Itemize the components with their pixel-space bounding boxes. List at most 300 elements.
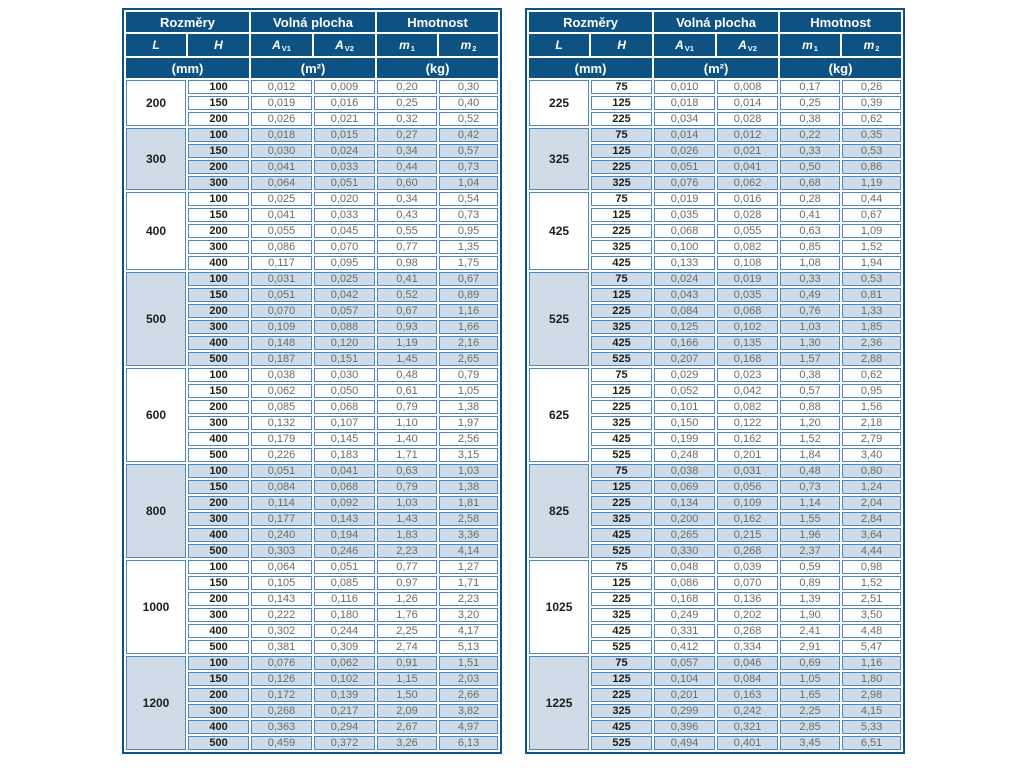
height-cell: 125 bbox=[591, 384, 652, 398]
m1-value-cell: 1,05 bbox=[780, 672, 840, 686]
av1-value-cell: 0,101 bbox=[654, 400, 715, 414]
column-symbol: L bbox=[152, 38, 160, 52]
av2-value-cell: 0,042 bbox=[717, 384, 778, 398]
m1-value-cell: 2,41 bbox=[780, 624, 840, 638]
m1-value-cell: 1,26 bbox=[377, 592, 437, 606]
length-cell: 800 bbox=[126, 464, 186, 558]
m1-value-cell: 0,79 bbox=[377, 400, 437, 414]
av1-value-cell: 0,069 bbox=[654, 480, 715, 494]
dimensions-table-right bbox=[525, 8, 905, 754]
av1-value-cell: 0,150 bbox=[654, 416, 715, 430]
m2-value-cell: 0,30 bbox=[439, 80, 498, 94]
m2-value-cell: 0,62 bbox=[842, 112, 901, 126]
m1-value-cell: 0,69 bbox=[780, 656, 840, 670]
av1-value-cell: 0,026 bbox=[251, 112, 312, 126]
m1-value-cell: 2,23 bbox=[377, 544, 437, 558]
av1-value-cell: 0,226 bbox=[251, 448, 312, 462]
m1-value-cell: 0,63 bbox=[780, 224, 840, 238]
av1-value-cell: 0,302 bbox=[251, 624, 312, 638]
header-group-cell: Rozměry bbox=[529, 12, 652, 32]
height-cell: 125 bbox=[591, 576, 652, 590]
av1-value-cell: 0,179 bbox=[251, 432, 312, 446]
m1-value-cell: 0,52 bbox=[377, 288, 437, 302]
column-subscript: 2 bbox=[472, 43, 477, 53]
column-header-cell bbox=[591, 34, 652, 56]
av1-value-cell: 0,330 bbox=[654, 544, 715, 558]
av1-value-cell: 0,143 bbox=[251, 592, 312, 606]
m1-value-cell: 0,27 bbox=[377, 128, 437, 142]
av2-value-cell: 0,055 bbox=[717, 224, 778, 238]
m2-value-cell: 0,67 bbox=[439, 272, 498, 286]
m1-value-cell: 0,60 bbox=[377, 176, 437, 190]
height-cell: 525 bbox=[591, 736, 652, 750]
m2-value-cell: 2,84 bbox=[842, 512, 901, 526]
column-symbol: A bbox=[272, 37, 281, 52]
av1-value-cell: 0,086 bbox=[251, 240, 312, 254]
height-cell: 225 bbox=[591, 400, 652, 414]
av2-value-cell: 0,202 bbox=[717, 608, 778, 622]
m1-value-cell: 1,03 bbox=[780, 320, 840, 334]
column-symbol: m bbox=[863, 37, 875, 52]
height-cell: 425 bbox=[591, 720, 652, 734]
m2-value-cell: 2,03 bbox=[439, 672, 498, 686]
av2-value-cell: 0,180 bbox=[314, 608, 375, 622]
m2-value-cell: 2,23 bbox=[439, 592, 498, 606]
m2-value-cell: 5,47 bbox=[842, 640, 901, 654]
av2-value-cell: 0,019 bbox=[717, 272, 778, 286]
height-cell: 500 bbox=[188, 544, 249, 558]
height-cell: 150 bbox=[188, 288, 249, 302]
av1-value-cell: 0,062 bbox=[251, 384, 312, 398]
header-group-cell: Rozměry bbox=[126, 12, 249, 32]
m2-value-cell: 1,35 bbox=[439, 240, 498, 254]
av2-value-cell: 0,136 bbox=[717, 592, 778, 606]
av1-value-cell: 0,331 bbox=[654, 624, 715, 638]
av1-value-cell: 0,048 bbox=[654, 560, 715, 574]
m1-value-cell: 1,55 bbox=[780, 512, 840, 526]
column-header-cell bbox=[126, 34, 186, 56]
height-cell: 75 bbox=[591, 656, 652, 670]
av1-value-cell: 0,248 bbox=[654, 448, 715, 462]
height-cell: 325 bbox=[591, 320, 652, 334]
table-row bbox=[529, 80, 901, 94]
m2-value-cell: 4,97 bbox=[439, 720, 498, 734]
av1-value-cell: 0,494 bbox=[654, 736, 715, 750]
av1-value-cell: 0,076 bbox=[654, 176, 715, 190]
table-row bbox=[529, 656, 901, 670]
height-cell: 325 bbox=[591, 240, 652, 254]
m1-value-cell: 3,26 bbox=[377, 736, 437, 750]
av1-value-cell: 0,303 bbox=[251, 544, 312, 558]
av1-value-cell: 0,396 bbox=[654, 720, 715, 734]
av1-value-cell: 0,177 bbox=[251, 512, 312, 526]
length-cell: 425 bbox=[529, 192, 589, 270]
av1-value-cell: 0,412 bbox=[654, 640, 715, 654]
height-cell: 400 bbox=[188, 256, 249, 270]
m1-value-cell: 1,52 bbox=[780, 432, 840, 446]
av2-value-cell: 0,139 bbox=[314, 688, 375, 702]
height-cell: 500 bbox=[188, 640, 249, 654]
column-header-row bbox=[126, 34, 498, 56]
height-cell: 225 bbox=[591, 112, 652, 126]
m2-value-cell: 0,80 bbox=[842, 464, 901, 478]
av2-value-cell: 0,070 bbox=[717, 576, 778, 590]
m1-value-cell: 0,59 bbox=[780, 560, 840, 574]
m2-value-cell: 1,71 bbox=[439, 576, 498, 590]
av2-value-cell: 0,012 bbox=[717, 128, 778, 142]
m1-value-cell: 0,68 bbox=[780, 176, 840, 190]
m2-value-cell: 5,33 bbox=[842, 720, 901, 734]
av1-value-cell: 0,026 bbox=[654, 144, 715, 158]
m1-value-cell: 2,91 bbox=[780, 640, 840, 654]
av2-value-cell: 0,015 bbox=[314, 128, 375, 142]
m2-value-cell: 2,58 bbox=[439, 512, 498, 526]
column-header-cell bbox=[529, 34, 589, 56]
column-symbol: H bbox=[617, 38, 626, 52]
m1-value-cell: 0,48 bbox=[377, 368, 437, 382]
m1-value-cell: 1,10 bbox=[377, 416, 437, 430]
table-row bbox=[529, 128, 901, 142]
av2-value-cell: 0,268 bbox=[717, 544, 778, 558]
m1-value-cell: 0,91 bbox=[377, 656, 437, 670]
table-row bbox=[126, 272, 498, 286]
m1-value-cell: 0,41 bbox=[780, 208, 840, 222]
height-cell: 525 bbox=[591, 352, 652, 366]
m2-value-cell: 0,53 bbox=[842, 144, 901, 158]
length-cell: 300 bbox=[126, 128, 186, 190]
m2-value-cell: 1,85 bbox=[842, 320, 901, 334]
av2-value-cell: 0,122 bbox=[717, 416, 778, 430]
m2-value-cell: 1,52 bbox=[842, 576, 901, 590]
m2-value-cell: 4,14 bbox=[439, 544, 498, 558]
height-cell: 225 bbox=[591, 160, 652, 174]
column-header-cell bbox=[842, 34, 901, 56]
av2-value-cell: 0,401 bbox=[717, 736, 778, 750]
height-cell: 325 bbox=[591, 176, 652, 190]
av2-value-cell: 0,116 bbox=[314, 592, 375, 606]
column-header-cell bbox=[377, 34, 437, 56]
height-cell: 125 bbox=[591, 288, 652, 302]
column-subscript: V1 bbox=[684, 43, 694, 53]
column-symbol: A bbox=[738, 37, 747, 52]
m2-value-cell: 6,13 bbox=[439, 736, 498, 750]
m2-value-cell: 1,81 bbox=[439, 496, 498, 510]
height-cell: 225 bbox=[591, 224, 652, 238]
av2-value-cell: 0,014 bbox=[717, 96, 778, 110]
height-cell: 150 bbox=[188, 384, 249, 398]
m1-value-cell: 3,45 bbox=[780, 736, 840, 750]
av2-value-cell: 0,107 bbox=[314, 416, 375, 430]
m1-value-cell: 2,37 bbox=[780, 544, 840, 558]
m2-value-cell: 2,79 bbox=[842, 432, 901, 446]
height-cell: 225 bbox=[591, 496, 652, 510]
m1-value-cell: 0,48 bbox=[780, 464, 840, 478]
m1-value-cell: 2,67 bbox=[377, 720, 437, 734]
height-cell: 200 bbox=[188, 400, 249, 414]
m2-value-cell: 1,05 bbox=[439, 384, 498, 398]
m1-value-cell: 2,85 bbox=[780, 720, 840, 734]
av1-value-cell: 0,172 bbox=[251, 688, 312, 702]
m1-value-cell: 1,30 bbox=[780, 336, 840, 350]
height-cell: 300 bbox=[188, 512, 249, 526]
av1-value-cell: 0,363 bbox=[251, 720, 312, 734]
m1-value-cell: 0,38 bbox=[780, 368, 840, 382]
av2-value-cell: 0,092 bbox=[314, 496, 375, 510]
height-cell: 425 bbox=[591, 528, 652, 542]
m1-value-cell: 0,89 bbox=[780, 576, 840, 590]
m1-value-cell: 0,79 bbox=[377, 480, 437, 494]
av2-value-cell: 0,163 bbox=[717, 688, 778, 702]
av1-value-cell: 0,038 bbox=[654, 464, 715, 478]
column-subscript: V2 bbox=[344, 43, 354, 53]
height-cell: 100 bbox=[188, 192, 249, 206]
length-cell: 1000 bbox=[126, 560, 186, 654]
height-cell: 200 bbox=[188, 592, 249, 606]
m1-value-cell: 0,25 bbox=[377, 96, 437, 110]
m2-value-cell: 0,26 bbox=[842, 80, 901, 94]
m1-value-cell: 2,09 bbox=[377, 704, 437, 718]
m2-value-cell: 4,48 bbox=[842, 624, 901, 638]
m1-value-cell: 0,93 bbox=[377, 320, 437, 334]
height-cell: 425 bbox=[591, 256, 652, 270]
av1-value-cell: 0,052 bbox=[654, 384, 715, 398]
m2-value-cell: 1,24 bbox=[842, 480, 901, 494]
av2-value-cell: 0,217 bbox=[314, 704, 375, 718]
m2-value-cell: 2,16 bbox=[439, 336, 498, 350]
av2-value-cell: 0,084 bbox=[717, 672, 778, 686]
av2-value-cell: 0,041 bbox=[717, 160, 778, 174]
size-table bbox=[124, 10, 500, 752]
av1-value-cell: 0,207 bbox=[654, 352, 715, 366]
height-cell: 75 bbox=[591, 464, 652, 478]
height-cell: 425 bbox=[591, 624, 652, 638]
av1-value-cell: 0,043 bbox=[654, 288, 715, 302]
av1-value-cell: 0,381 bbox=[251, 640, 312, 654]
column-header-row bbox=[529, 34, 901, 56]
av2-value-cell: 0,143 bbox=[314, 512, 375, 526]
unit-cell: (mm) bbox=[529, 58, 652, 78]
height-cell: 400 bbox=[188, 432, 249, 446]
m1-value-cell: 1,65 bbox=[780, 688, 840, 702]
av2-value-cell: 0,035 bbox=[717, 288, 778, 302]
m2-value-cell: 2,56 bbox=[439, 432, 498, 446]
m2-value-cell: 2,66 bbox=[439, 688, 498, 702]
av2-value-cell: 0,183 bbox=[314, 448, 375, 462]
height-cell: 150 bbox=[188, 576, 249, 590]
column-symbol: m bbox=[399, 37, 410, 52]
column-header-cell bbox=[251, 34, 312, 56]
av1-value-cell: 0,133 bbox=[654, 256, 715, 270]
height-cell: 100 bbox=[188, 272, 249, 286]
av1-value-cell: 0,068 bbox=[654, 224, 715, 238]
m1-value-cell: 1,19 bbox=[377, 336, 437, 350]
m1-value-cell: 1,71 bbox=[377, 448, 437, 462]
av1-value-cell: 0,018 bbox=[251, 128, 312, 142]
av1-value-cell: 0,299 bbox=[654, 704, 715, 718]
av1-value-cell: 0,076 bbox=[251, 656, 312, 670]
av1-value-cell: 0,014 bbox=[654, 128, 715, 142]
length-cell: 1025 bbox=[529, 560, 589, 654]
av2-value-cell: 0,088 bbox=[314, 320, 375, 334]
m1-value-cell: 2,74 bbox=[377, 640, 437, 654]
av2-value-cell: 0,046 bbox=[717, 656, 778, 670]
av2-value-cell: 0,016 bbox=[314, 96, 375, 110]
av2-value-cell: 0,162 bbox=[717, 432, 778, 446]
column-symbol: m bbox=[802, 37, 813, 52]
m2-value-cell: 0,54 bbox=[439, 192, 498, 206]
av1-value-cell: 0,168 bbox=[654, 592, 715, 606]
av1-value-cell: 0,019 bbox=[251, 96, 312, 110]
height-cell: 125 bbox=[591, 96, 652, 110]
height-cell: 200 bbox=[188, 688, 249, 702]
m2-value-cell: 3,64 bbox=[842, 528, 901, 542]
table-row bbox=[529, 272, 901, 286]
unit-cell: (kg) bbox=[377, 58, 498, 78]
m1-value-cell: 0,88 bbox=[780, 400, 840, 414]
height-cell: 150 bbox=[188, 96, 249, 110]
m2-value-cell: 0,39 bbox=[842, 96, 901, 110]
av1-value-cell: 0,109 bbox=[251, 320, 312, 334]
m2-value-cell: 1,04 bbox=[439, 176, 498, 190]
av1-value-cell: 0,024 bbox=[654, 272, 715, 286]
m2-value-cell: 0,67 bbox=[842, 208, 901, 222]
m2-value-cell: 1,80 bbox=[842, 672, 901, 686]
av2-value-cell: 0,045 bbox=[314, 224, 375, 238]
length-cell: 400 bbox=[126, 192, 186, 270]
m2-value-cell: 1,09 bbox=[842, 224, 901, 238]
av2-value-cell: 0,085 bbox=[314, 576, 375, 590]
height-cell: 400 bbox=[188, 336, 249, 350]
height-cell: 500 bbox=[188, 352, 249, 366]
m1-value-cell: 0,33 bbox=[780, 272, 840, 286]
header-group-cell: Hmotnost bbox=[377, 12, 498, 32]
av2-value-cell: 0,145 bbox=[314, 432, 375, 446]
av2-value-cell: 0,120 bbox=[314, 336, 375, 350]
length-cell: 325 bbox=[529, 128, 589, 190]
av1-value-cell: 0,240 bbox=[251, 528, 312, 542]
unit-cell: (mm) bbox=[126, 58, 249, 78]
av1-value-cell: 0,038 bbox=[251, 368, 312, 382]
column-header-cell bbox=[314, 34, 375, 56]
m2-value-cell: 3,82 bbox=[439, 704, 498, 718]
m2-value-cell: 1,38 bbox=[439, 400, 498, 414]
av1-value-cell: 0,199 bbox=[654, 432, 715, 446]
av1-value-cell: 0,018 bbox=[654, 96, 715, 110]
av2-value-cell: 0,051 bbox=[314, 560, 375, 574]
av2-value-cell: 0,162 bbox=[717, 512, 778, 526]
av2-value-cell: 0,082 bbox=[717, 240, 778, 254]
height-cell: 525 bbox=[591, 640, 652, 654]
m1-value-cell: 1,39 bbox=[780, 592, 840, 606]
m2-value-cell: 0,95 bbox=[439, 224, 498, 238]
m1-value-cell: 0,34 bbox=[377, 192, 437, 206]
table-header bbox=[529, 12, 901, 78]
unit-cell: (kg) bbox=[780, 58, 901, 78]
height-cell: 200 bbox=[188, 496, 249, 510]
height-cell: 300 bbox=[188, 608, 249, 622]
av2-value-cell: 0,102 bbox=[314, 672, 375, 686]
height-cell: 500 bbox=[188, 736, 249, 750]
m1-value-cell: 0,28 bbox=[780, 192, 840, 206]
m1-value-cell: 1,15 bbox=[377, 672, 437, 686]
m2-value-cell: 3,15 bbox=[439, 448, 498, 462]
m2-value-cell: 0,40 bbox=[439, 96, 498, 110]
height-cell: 300 bbox=[188, 416, 249, 430]
header-group-row bbox=[529, 12, 901, 32]
length-cell: 225 bbox=[529, 80, 589, 126]
table-row bbox=[529, 368, 901, 382]
av1-value-cell: 0,034 bbox=[654, 112, 715, 126]
height-cell: 200 bbox=[188, 160, 249, 174]
height-cell: 75 bbox=[591, 192, 652, 206]
m1-value-cell: 2,25 bbox=[377, 624, 437, 638]
length-cell: 500 bbox=[126, 272, 186, 366]
height-cell: 400 bbox=[188, 624, 249, 638]
height-cell: 125 bbox=[591, 208, 652, 222]
table-row bbox=[529, 192, 901, 206]
av1-value-cell: 0,084 bbox=[251, 480, 312, 494]
height-cell: 100 bbox=[188, 80, 249, 94]
height-cell: 150 bbox=[188, 208, 249, 222]
table-row bbox=[126, 464, 498, 478]
m2-value-cell: 4,44 bbox=[842, 544, 901, 558]
m2-value-cell: 0,89 bbox=[439, 288, 498, 302]
av1-value-cell: 0,070 bbox=[251, 304, 312, 318]
m1-value-cell: 0,77 bbox=[377, 240, 437, 254]
av1-value-cell: 0,459 bbox=[251, 736, 312, 750]
height-cell: 125 bbox=[591, 480, 652, 494]
av1-value-cell: 0,084 bbox=[654, 304, 715, 318]
column-symbol: m bbox=[460, 37, 472, 52]
m2-value-cell: 2,65 bbox=[439, 352, 498, 366]
m2-value-cell: 0,52 bbox=[439, 112, 498, 126]
av1-value-cell: 0,126 bbox=[251, 672, 312, 686]
height-cell: 125 bbox=[591, 144, 652, 158]
av2-value-cell: 0,020 bbox=[314, 192, 375, 206]
column-header-cell bbox=[780, 34, 840, 56]
height-cell: 325 bbox=[591, 512, 652, 526]
av2-value-cell: 0,082 bbox=[717, 400, 778, 414]
av1-value-cell: 0,132 bbox=[251, 416, 312, 430]
av1-value-cell: 0,010 bbox=[654, 80, 715, 94]
table-row bbox=[126, 192, 498, 206]
av1-value-cell: 0,055 bbox=[251, 224, 312, 238]
m2-value-cell: 1,27 bbox=[439, 560, 498, 574]
m2-value-cell: 0,35 bbox=[842, 128, 901, 142]
av2-value-cell: 0,030 bbox=[314, 368, 375, 382]
m1-value-cell: 0,55 bbox=[377, 224, 437, 238]
av1-value-cell: 0,051 bbox=[251, 464, 312, 478]
m2-value-cell: 4,15 bbox=[842, 704, 901, 718]
m2-value-cell: 1,51 bbox=[439, 656, 498, 670]
table-header bbox=[126, 12, 498, 78]
av1-value-cell: 0,187 bbox=[251, 352, 312, 366]
av2-value-cell: 0,008 bbox=[717, 80, 778, 94]
length-cell: 525 bbox=[529, 272, 589, 366]
height-cell: 100 bbox=[188, 128, 249, 142]
m2-value-cell: 4,17 bbox=[439, 624, 498, 638]
m2-value-cell: 1,94 bbox=[842, 256, 901, 270]
av2-value-cell: 0,025 bbox=[314, 272, 375, 286]
m1-value-cell: 1,43 bbox=[377, 512, 437, 526]
column-header-cell bbox=[717, 34, 778, 56]
av2-value-cell: 0,050 bbox=[314, 384, 375, 398]
m2-value-cell: 5,13 bbox=[439, 640, 498, 654]
height-cell: 325 bbox=[591, 416, 652, 430]
av1-value-cell: 0,064 bbox=[251, 176, 312, 190]
av2-value-cell: 0,021 bbox=[314, 112, 375, 126]
m1-value-cell: 0,34 bbox=[377, 144, 437, 158]
